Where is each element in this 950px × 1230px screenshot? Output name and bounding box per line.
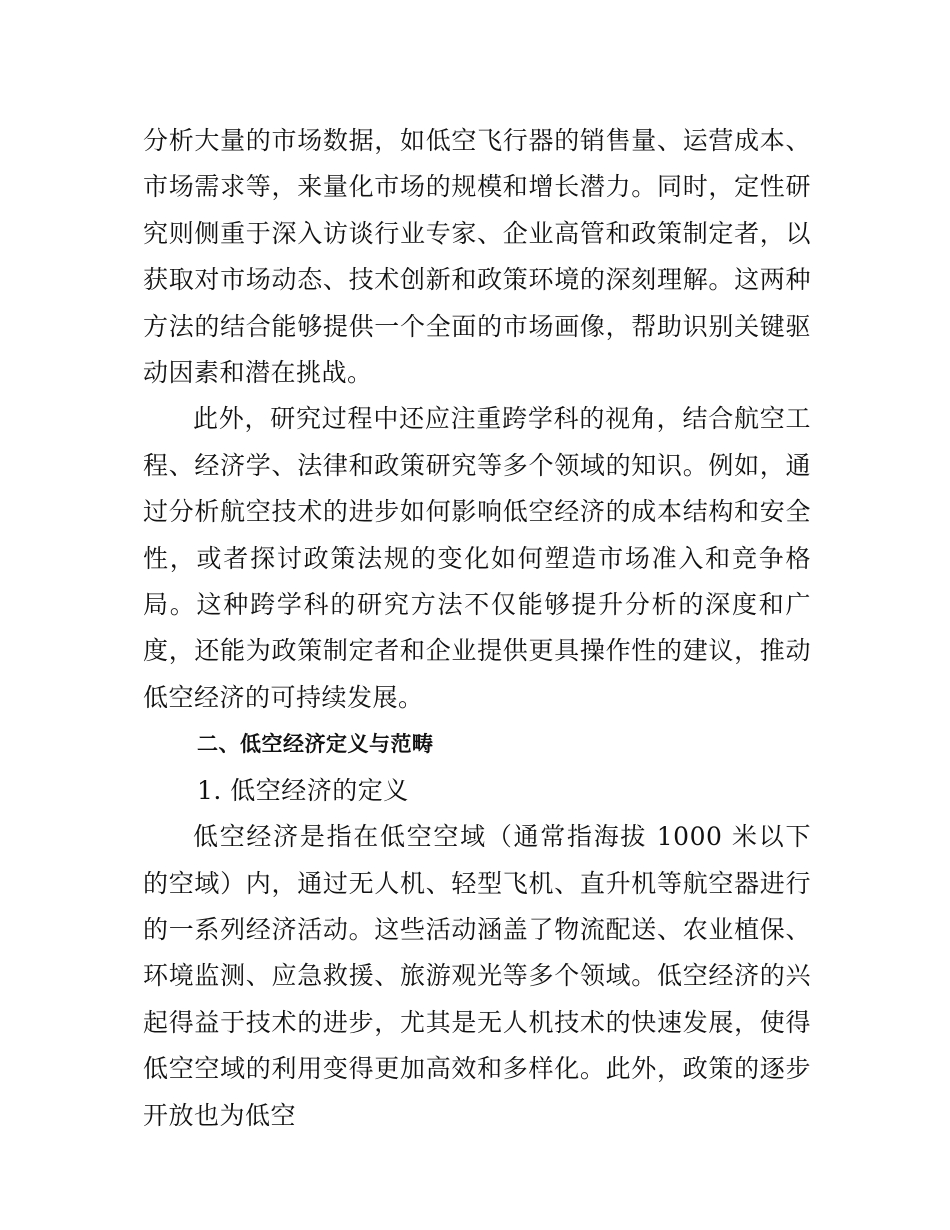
section-heading: 二、低空经济定义与范畴 <box>197 732 434 757</box>
paragraph-continuation: 分析大量的市场数据，如低空飞行器的销售量、运营成本、市场需求等，来量化市场的规模和增长潜力。同时，定性研究则侧重于深入访谈行业专家、企业高管和政策制定者，以获取对市场动态、技术创新和政策环境的深刻理解。这两种方法的结合能够提供一个全面的市场画像，帮助识别关键驱动因素和潜在挑战。 <box>143 126 811 388</box>
paragraph-interdisciplinary: 此外，研究过程中还应注重跨学科的视角，结合航空工程、经济学、法律和政策研究等多个领域的知识。例如，通过分析航空技术的进步如何影响低空经济的成本结构和安全性，或者探讨政策法规的变化如何塑造市场准入和竞争格局。这种跨学科的研究方法不仅能够提升分析的深度和广度，还能为政策制定者和企业提供更具操作性的建议，推动低空经济的可持续发展。 <box>143 404 811 712</box>
paragraph-definition: 低空经济是指在低空空域（通常指海拔 1000 米以下的空域）内，通过无人机、轻型飞机、直升机等航空器进行的一系列经济活动。这些活动涵盖了物流配送、农业植保、环境监测、应急救援、旅游观光等多个领域。低空经济的兴起得益于技术的进步，尤其是无人机技术的快速发展，使得低空空域的利用变得更加高效和多样化。此外，政策的逐步开放也为低空 <box>143 822 811 1130</box>
document-page <box>143 118 811 1139</box>
subsection-heading: 1. 低空经济的定义 <box>197 775 409 805</box>
